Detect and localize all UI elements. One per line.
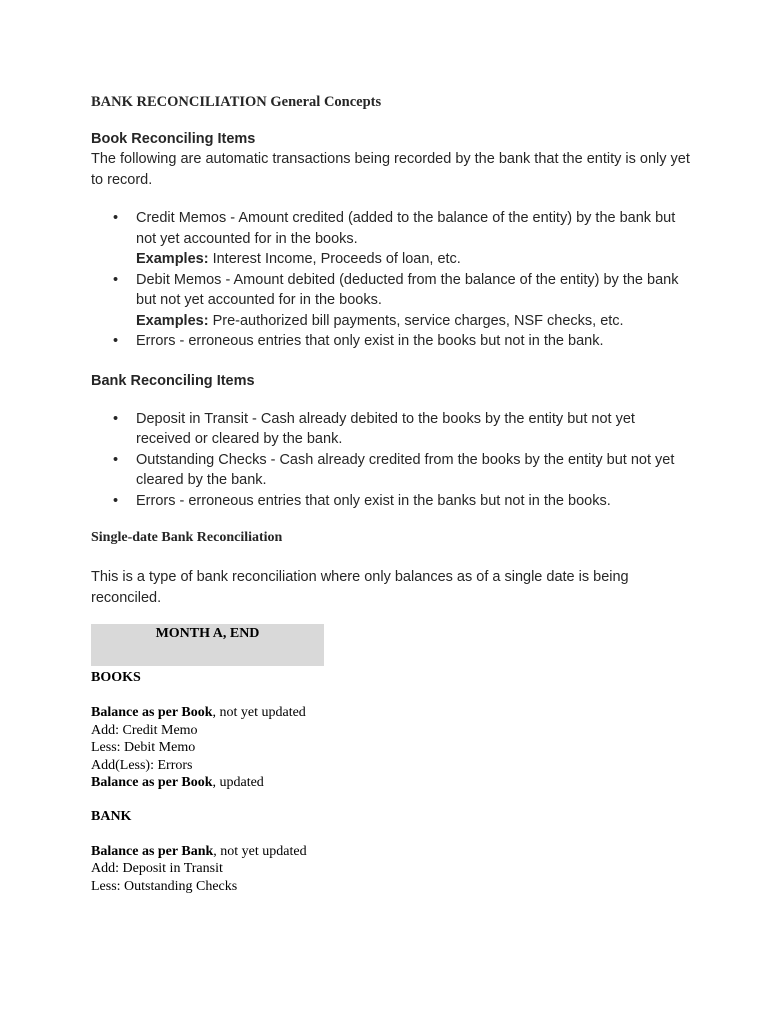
books-line-bold: Balance as per Book — [91, 775, 213, 790]
book-items-intro: The following are automatic transactions being recorded by the bank that the entity is only yet to record. — [91, 151, 690, 188]
bullet-icon: • — [113, 333, 119, 349]
bullet-icon: • — [113, 451, 119, 468]
list-item-text: Errors - erroneous entries that only exist in the banks but not in the books. — [136, 492, 611, 509]
list-item-text: Outstanding Checks - Cash already credited from the books by the entity but not yet cleared by the bank. — [136, 451, 675, 488]
bank-items-list — [91, 409, 691, 512]
list-item — [91, 208, 691, 270]
single-date-intro: This is a type of bank reconciliation where only balances as of a single date is being reconciled. — [91, 569, 629, 606]
list-item — [91, 270, 691, 332]
examples-text: Interest Income, Proceeds of loan, etc. — [208, 251, 461, 267]
month-header-label: MONTH A, END — [155, 626, 260, 641]
examples-label: Examples: — [136, 312, 209, 329]
bank-line: Less: Outstanding Checks — [91, 878, 238, 894]
bullet-icon: • — [113, 492, 119, 509]
bank-line-rest: , not yet updated — [213, 843, 307, 859]
list-item-text: Debit Memos - Amount debited (deducted from the balance of the entity) by the bank but not yet accounted for in the books. — [136, 271, 679, 308]
list-item — [91, 409, 691, 450]
bank-line-bold: Balance as per Bank — [91, 843, 214, 859]
bank-items-heading: Bank Reconciling Items — [91, 372, 255, 389]
list-item — [91, 450, 691, 491]
book-items-list — [91, 208, 691, 352]
single-date-heading: Single-date Bank Reconciliation — [91, 530, 283, 545]
bank-heading: BANK — [91, 808, 132, 824]
document-page — [91, 93, 691, 895]
books-line: Add: Credit Memo — [91, 722, 198, 738]
books-heading: BOOKS — [91, 670, 141, 685]
bullet-icon: • — [113, 271, 119, 288]
bank-line — [91, 843, 691, 861]
books-line-bold: Balance as per Book — [91, 705, 213, 720]
books-line: Add(Less): Errors — [91, 757, 193, 773]
examples-text: Pre-authorized bill payments, service charges, NSF checks, etc. — [208, 312, 624, 329]
books-line: Less: Debit Memo — [91, 740, 196, 755]
books-line-rest: , updated — [212, 775, 264, 790]
list-item — [91, 491, 691, 512]
bank-line: Add: Deposit in Transit — [91, 861, 223, 876]
list-item — [91, 331, 691, 352]
examples-label: Examples: — [136, 251, 209, 267]
bullet-icon: • — [113, 410, 119, 427]
list-item-text: Deposit in Transit - Cash already debited to the books by the entity but not yet received or cleared by the bank. — [136, 410, 635, 447]
bullet-icon: • — [113, 210, 119, 226]
books-line-rest: , not yet updated — [212, 705, 306, 720]
list-item-text: Credit Memos - Amount credited (added to the balance of the entity) by the bank but not yet accounted for in the books. — [136, 210, 676, 247]
books-line — [91, 774, 691, 792]
month-header-cell — [91, 624, 324, 666]
book-items-heading: Book Reconciling Items — [91, 131, 256, 147]
books-line — [91, 704, 691, 722]
document-title: BANK RECONCILIATION General Concepts — [91, 94, 382, 110]
list-item-text: Errors - erroneous entries that only exist in the books but not in the bank. — [136, 333, 604, 349]
